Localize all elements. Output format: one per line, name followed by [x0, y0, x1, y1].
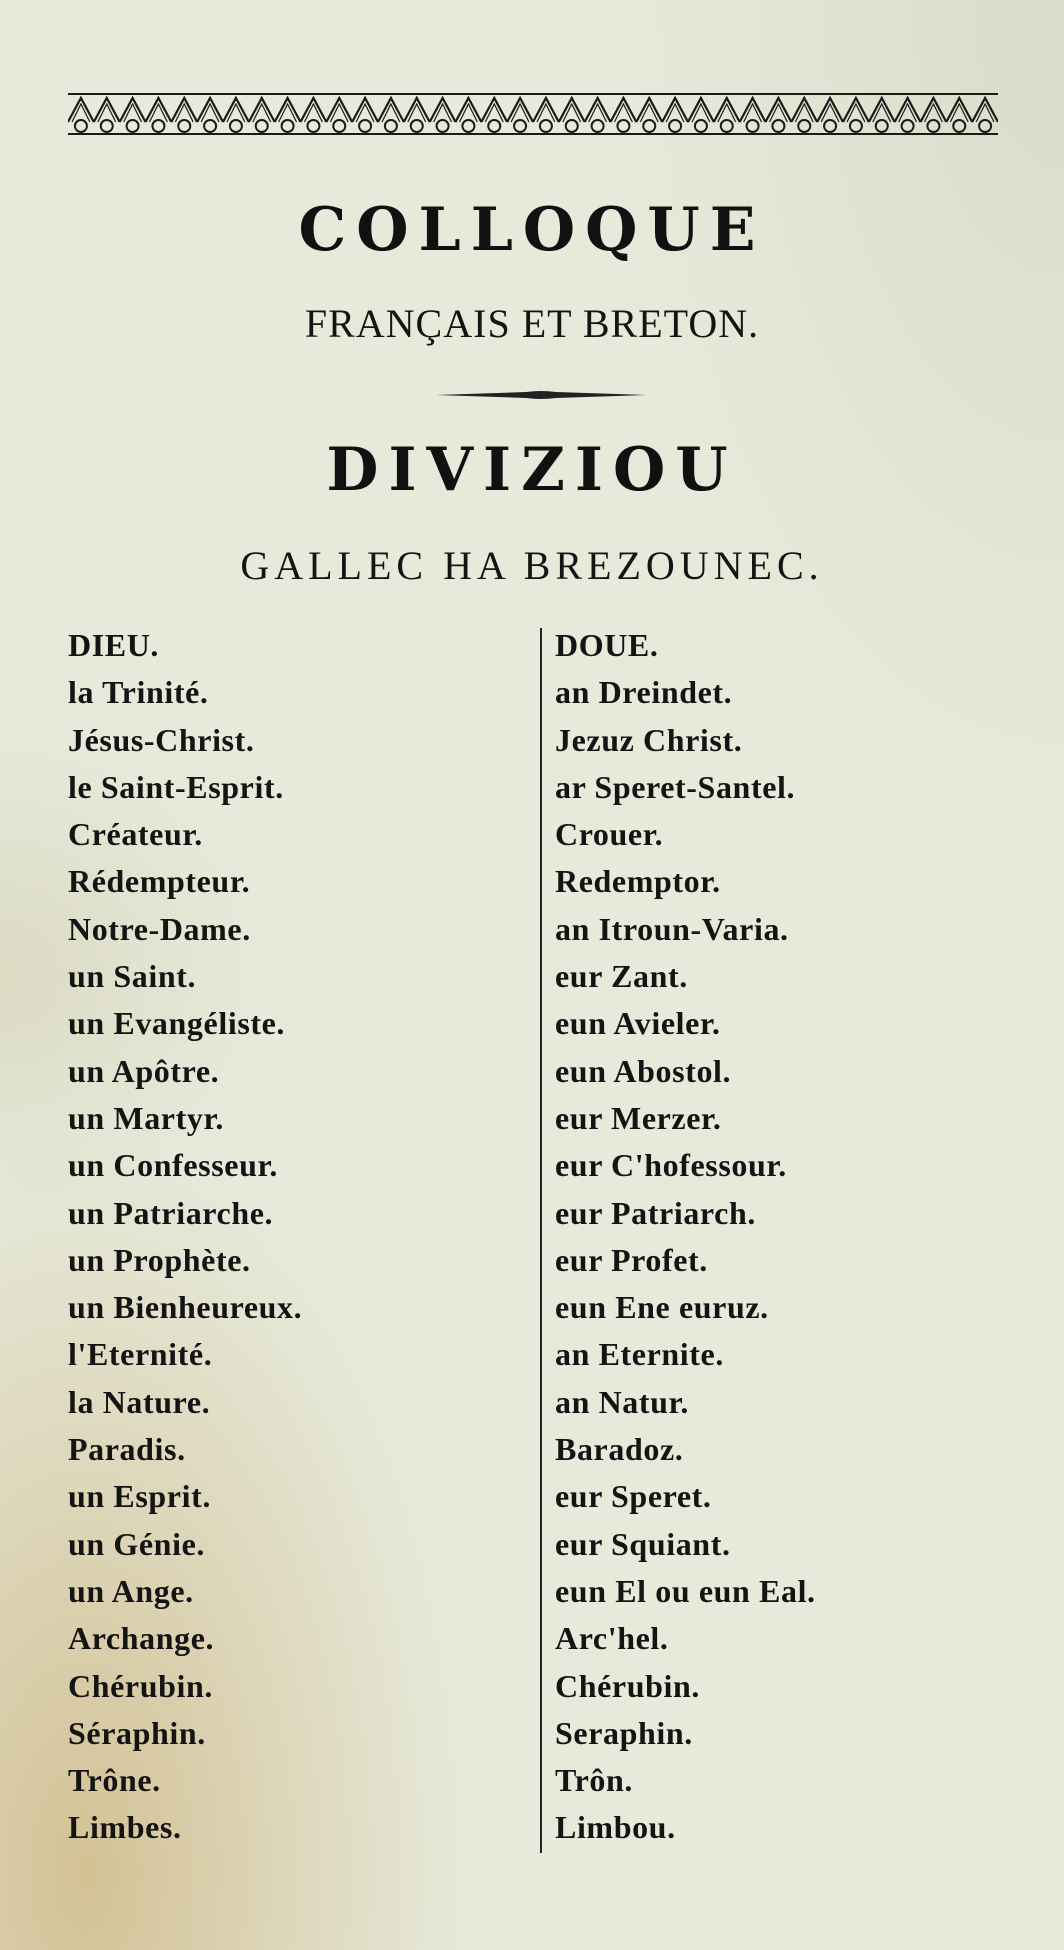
french-term: un Confesseur. — [68, 1147, 278, 1184]
breton-term: an Dreindet. — [555, 674, 733, 711]
french-term: un Martyr. — [68, 1099, 224, 1136]
french-term: l'Eternité. — [68, 1336, 213, 1373]
french-term: Notre-Dame. — [68, 910, 251, 947]
breton-term: eur Speret. — [555, 1478, 712, 1515]
ornamental-border — [68, 92, 998, 136]
french-column — [68, 622, 528, 1852]
breton-column — [555, 622, 1005, 1852]
french-term: Paradis. — [68, 1431, 186, 1468]
breton-term: ar Speret-Santel. — [555, 768, 796, 805]
french-term: Séraphin. — [68, 1714, 206, 1751]
french-term: Archange. — [68, 1620, 215, 1657]
french-term: Rédempteur. — [68, 863, 251, 900]
breton-term: eur Patriarch. — [555, 1194, 756, 1231]
breton-term: an Natur. — [555, 1383, 690, 1420]
column-divider — [540, 628, 542, 1853]
breton-term: eur C'hofessour. — [555, 1147, 787, 1184]
french-term: la Trinité. — [68, 674, 209, 711]
breton-term: Crouer. — [555, 816, 664, 853]
french-term: un Evangéliste. — [68, 1005, 286, 1042]
breton-term: eur Merzer. — [555, 1099, 722, 1136]
breton-term: Limbou. — [555, 1809, 676, 1846]
breton-term: Seraphin. — [555, 1714, 693, 1751]
breton-term: Chérubin. — [555, 1667, 700, 1704]
breton-term: Jezuz Christ. — [555, 721, 743, 758]
french-term: un Prophète. — [68, 1241, 251, 1278]
breton-term: an Itroun-Varia. — [555, 910, 789, 947]
page-title-breton: DIVIZIOU — [326, 435, 738, 505]
french-term: un Esprit. — [68, 1478, 211, 1515]
french-term: la Nature. — [68, 1383, 211, 1420]
breton-term: an Eternite. — [555, 1336, 724, 1373]
breton-term: eur Profet. — [555, 1241, 708, 1278]
breton-term: eur Squiant. — [555, 1525, 731, 1562]
breton-term: Trôn. — [555, 1762, 633, 1799]
french-term: un Saint. — [68, 958, 197, 995]
breton-term: eun El ou eun Eal. — [555, 1572, 816, 1609]
ornament-pattern — [68, 92, 998, 136]
breton-term: eur Zant. — [555, 958, 688, 995]
french-term: le Saint-Esprit. — [68, 768, 284, 805]
french-term: un Génie. — [68, 1525, 205, 1562]
page-subtitle: FRANÇAIS ET BRETON. — [304, 301, 760, 346]
breton-term: Baradoz. — [555, 1431, 684, 1468]
breton-term: eun Avieler. — [555, 1005, 721, 1042]
breton-term: Redemptor. — [555, 863, 721, 900]
french-term: Trône. — [68, 1762, 161, 1799]
breton-term: eun Abostol. — [555, 1052, 732, 1089]
french-term: un Ange. — [68, 1572, 194, 1609]
breton-term: Arc'hel. — [555, 1620, 669, 1657]
french-term: Jésus-Christ. — [68, 721, 255, 758]
french-term: Chérubin. — [68, 1667, 213, 1704]
breton-term: eun Ene euruz. — [555, 1289, 769, 1326]
french-term: Créateur. — [68, 816, 203, 853]
french-term: Limbes. — [68, 1809, 182, 1846]
french-term: DIEU. — [68, 627, 160, 663]
french-term: un Patriarche. — [68, 1194, 274, 1231]
breton-term: DOUE. — [555, 627, 659, 663]
page-subtitle-breton: GALLEC HA BREZOUNEC. — [240, 543, 824, 588]
french-term: un Apôtre. — [68, 1052, 220, 1089]
page-title: COLLOQUE — [298, 195, 766, 265]
french-term: un Bienheureux. — [68, 1289, 303, 1326]
decorative-rule — [436, 388, 646, 402]
